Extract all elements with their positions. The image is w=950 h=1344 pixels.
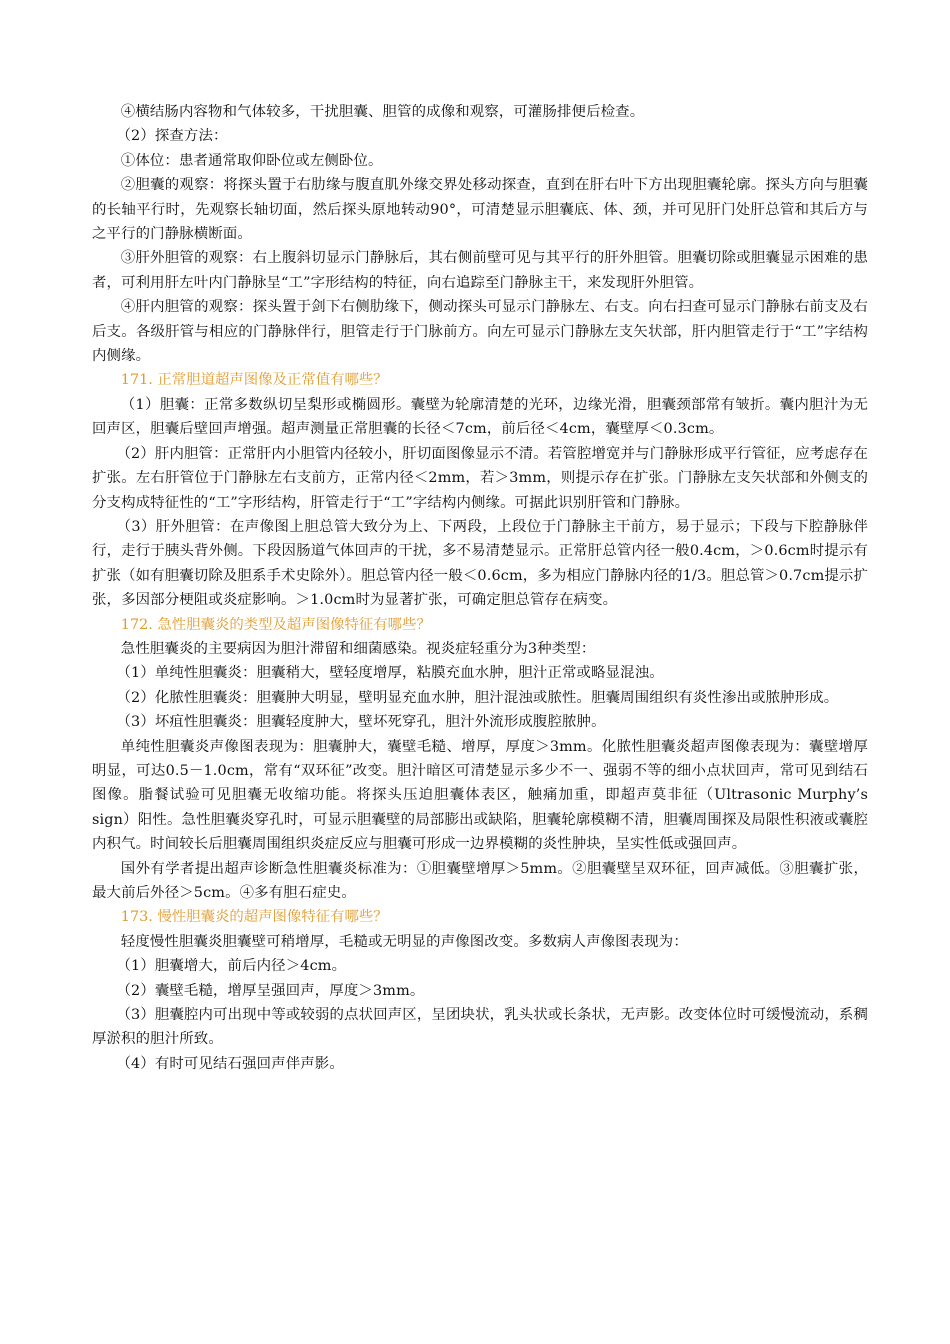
paragraph: ④肝内胆管的观察：探头置于剑下右侧肋缘下，侧动探头可显示门静脉左、右支。向右扫查可显示门静脉右前支及右后支。各级肝管与相应的门静脉伴行，胆管走行于门脉前方。向左可显示门静脉左支矢状部，肝内胆管走行于“工”字结构内侧缘。 bbox=[92, 299, 868, 365]
paragraph: （2）探查方法： bbox=[116, 128, 228, 145]
document-page bbox=[92, 100, 868, 1076]
paragraph: 轻度慢性胆囊炎胆囊壁可稍增厚，毛糙或无明显的声像图改变。多数病人声像图表现为： bbox=[120, 933, 688, 950]
question-heading: 171. 正常胆道超声图像及正常值有哪些？ bbox=[120, 372, 388, 389]
paragraph: （1）胆囊：正常多数纵切呈梨形或椭圆形。囊壁为轮廓清楚的光环，边缘光滑，胆囊颈部常有皱折。囊内胆汁为无回声区，胆囊后壁回声增强。超声测量正常胆囊的长径＜7cm，前后径＜4cm，囊壁厚＜0.3cm。 bbox=[92, 396, 868, 438]
paragraph: （3）肝外胆管：在声像图上胆总管大致分为上、下两段，上段位于门静脉主干前方，易于显示；下段与下腔静脉伴行，走行于胰头背外侧。下段因肠道气体回声的干扰，多不易清楚显示。正常肝总管内径一般0.4cm，＞0.6cm时提示有扩张（如有胆囊切除及胆系手术史除外）。胆总管内径一般＜0.6cm，多为相应门静脉内径的1/3。胆总管＞0.7cm提示扩张，多因部分梗阻或炎症影响。＞1.0cm时为显著扩张，可确定胆总管存在病变。 bbox=[92, 518, 868, 609]
paragraph: （2）化脓性胆囊炎：胆囊肿大明显，壁明显充血水肿，胆汁混浊或脓性。胆囊周围组织有炎性渗出或脓肿形成。 bbox=[116, 689, 839, 706]
paragraph: （3）胆囊腔内可出现中等或较弱的点状回声区，呈团块状，乳头状或长条状，无声影。改变体位时可缓慢流动，系稠厚淤积的胆汁所致。 bbox=[92, 1007, 868, 1048]
paragraph: （1）单纯性胆囊炎：胆囊稍大，壁轻度增厚，粘膜充血水肿，胆汁正常或略显混浊。 bbox=[116, 665, 664, 682]
question-heading: 172. 急性胆囊炎的类型及超声图像特征有哪些？ bbox=[120, 616, 431, 633]
paragraph: 急性胆囊炎的主要病因为胆汁滞留和细菌感染。视炎症轻重分为3种类型： bbox=[120, 640, 596, 657]
paragraph: ③肝外胆管的观察：右上腹斜切显示门静脉后，其右侧前壁可见与其平行的肝外胆管。胆囊切除或胆囊显示困难的患者，可利用肝左叶内门静脉呈“工”字形结构的特征，向右追踪至门静脉主干，来发现肝外胆管。 bbox=[92, 250, 868, 291]
paragraph: 单纯性胆囊炎声像图表现为：胆囊肿大，囊壁毛糙、增厚，厚度＞3mm。化脓性胆囊炎超声图像表现为：囊壁增厚明显，可达0.5－1.0cm，常有“双环征”改变。胆汁暗区可清楚显示多少不一、强弱不等的细小点状回声，常可见到结石图像。脂餐试验可见胆囊无收缩功能。将探头压迫胆囊体表区，触痛加重，即超声莫非征（Ultrasonic Murphy’s sign）阳性。急性胆囊炎穿孔时，可显示胆囊壁的局部膨出或缺陷，胆囊轮廓模糊不清，胆囊周围探及局限性积液或囊腔内积气。时间较长后胆囊周围组织炎症反应与胆囊可形成一边界模糊的炎性肿块，呈实性低或强回声。 bbox=[92, 738, 868, 853]
paragraph: ④横结肠内容物和气体较多，干扰胆囊、胆管的成像和观察，可灌肠排便后检查。 bbox=[120, 104, 645, 120]
paragraph: （3）坏疽性胆囊炎：胆囊轻度肿大，壁坏死穿孔，胆汁外流形成腹腔脓肿。 bbox=[116, 714, 606, 731]
paragraph: （2）肝内胆管：正常肝内小胆管内径较小，肝切面图像显示不清。若管腔增宽并与门静脉形成平行管征，应考虑存在扩张。左右肝管位于门静脉左右支前方，正常内径＜2mm，若＞3mm，则提示存在扩张。门静脉左支矢状部和外侧支的分支构成特征性的“工”字形结构，肝管走行于“工”字结构内侧缘。可据此识别肝管和门静脉。 bbox=[92, 445, 868, 511]
question-heading: 173. 慢性胆囊炎的超声图像特征有哪些？ bbox=[120, 909, 388, 926]
paragraph: 国外有学者提出超声诊断急性胆囊炎标准为：①胆囊壁增厚＞5mm。②胆囊壁呈双环征，回声减低。③胆囊扩张，最大前后外径＞5cm。④多有胆石症史。 bbox=[92, 860, 868, 901]
paragraph: （1）胆囊增大，前后内径＞4cm。 bbox=[116, 958, 347, 975]
paragraph: （4）有时可见结石强回声伴声影。 bbox=[116, 1055, 344, 1072]
paragraph: （2）囊壁毛糙，增厚呈强回声，厚度＞3mm。 bbox=[116, 982, 425, 999]
paragraph: ①体位：患者通常取仰卧位或左侧卧位。 bbox=[120, 152, 383, 169]
paragraph: ②胆囊的观察：将探头置于右肋缘与腹直肌外缘交界处移动探查，直到在肝右叶下方出现胆囊轮廓。探头方向与胆囊的长轴平行时，先观察长轴切面，然后探头原地转动90°，可清楚显示胆囊底、体、颈，并可见肝门处肝总管和其后方与之平行的门静脉横断面。 bbox=[92, 177, 868, 243]
